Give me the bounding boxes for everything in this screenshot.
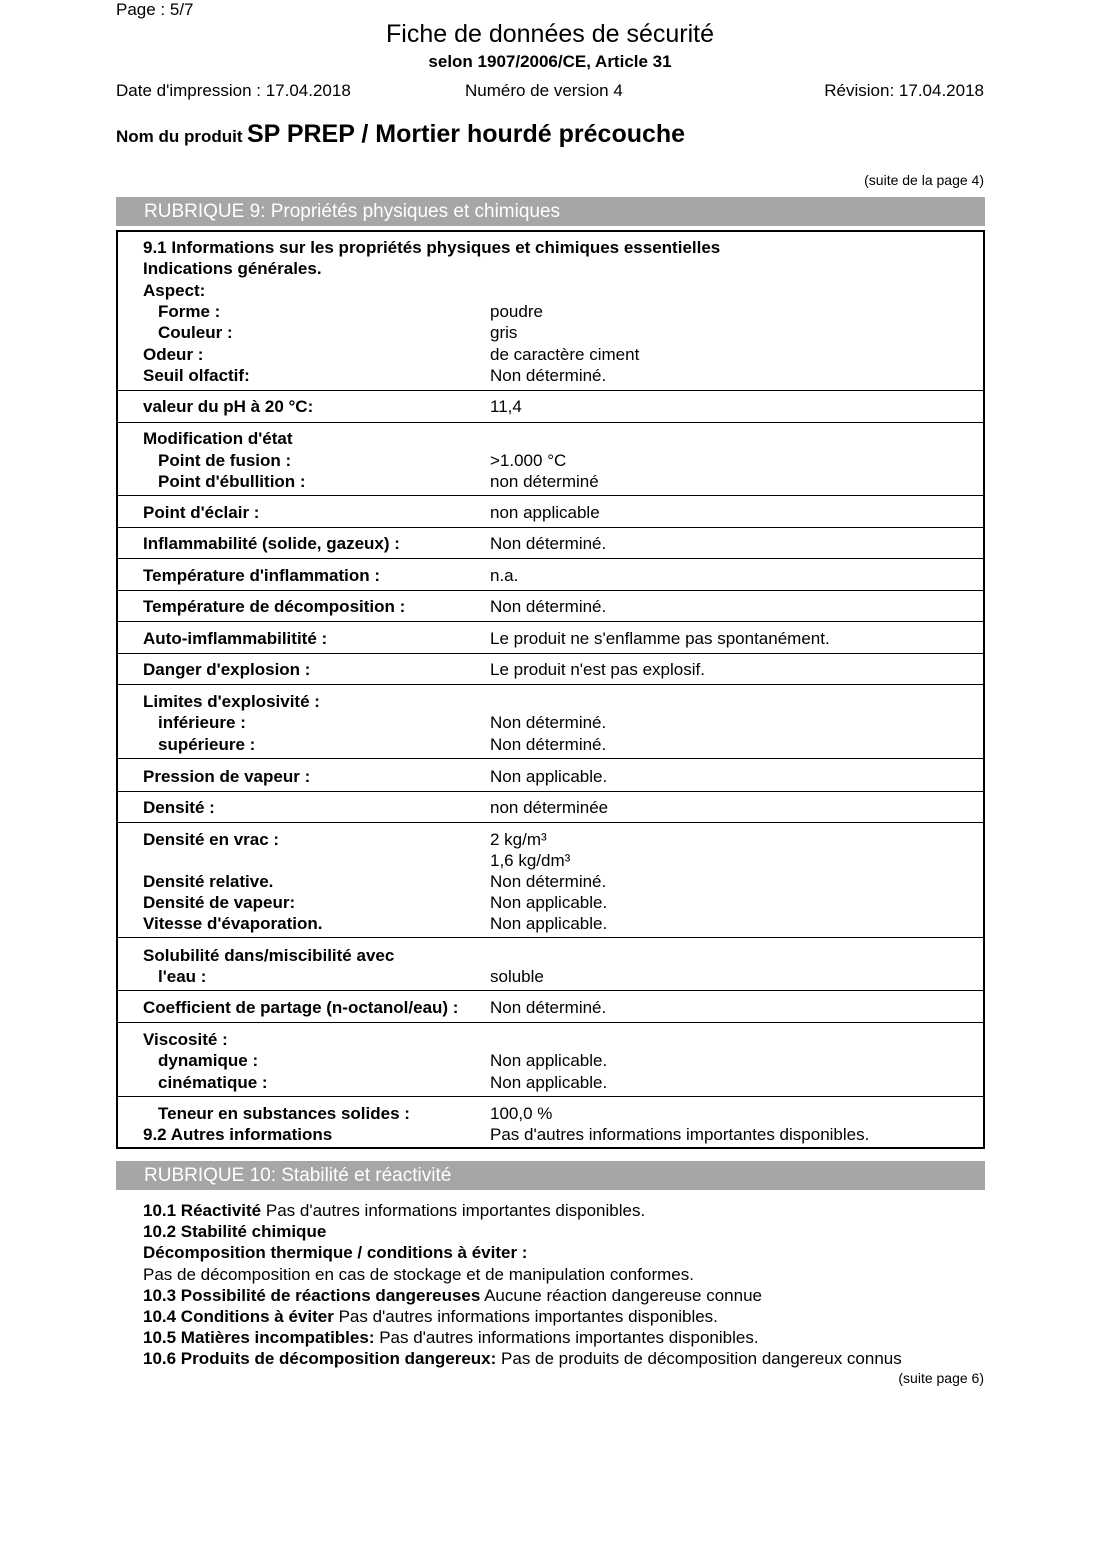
block-flash-point <box>118 497 983 528</box>
prop-value: n.a. <box>490 566 519 585</box>
prop-value: 100,0 % <box>490 1104 553 1123</box>
conditions-avoid-line <box>143 1306 902 1327</box>
prop-label: cinématique : <box>158 1073 268 1092</box>
section-10-header: RUBRIQUE 10: Stabilité et réactivité <box>116 1161 985 1190</box>
reactivity-line <box>143 1200 902 1221</box>
prop-value: soluble <box>490 967 544 986</box>
prop-label: Auto-imflammabilitité : <box>143 629 328 648</box>
general-indications: Indications générales. <box>143 259 322 278</box>
prop-label: inférieure : <box>158 713 246 732</box>
prop-label: Point d'éclair : <box>143 503 260 522</box>
continued-from-note: (suite de la page 4) <box>864 172 984 188</box>
block-ignition-temp <box>118 560 983 591</box>
continued-to-note: (suite page 6) <box>898 1370 984 1386</box>
revision-date: Révision: 17.04.2018 <box>824 81 984 100</box>
prop-label: Couleur : <box>158 323 233 342</box>
block-explosion-limits <box>118 686 983 759</box>
body-text: Pas d'autres informations importantes disponibles. <box>261 1201 646 1220</box>
prop-label: Modification d'état <box>143 429 293 448</box>
block-explosion-danger <box>118 654 983 685</box>
print-date: Date d'impression : 17.04.2018 <box>116 81 351 100</box>
prop-value: Non applicable. <box>490 914 608 933</box>
prop-value: Non déterminé. <box>490 534 607 553</box>
block-flammability <box>118 528 983 559</box>
prop-value: Pas d'autres informations importantes disponibles. <box>490 1125 870 1144</box>
prop-label: Pression de vapeur : <box>143 767 311 786</box>
prop-label: valeur du pH à 20 °C: <box>143 397 314 416</box>
block-self-ignition <box>118 623 983 654</box>
prop-value: 11,4 <box>490 397 522 416</box>
heading-9-2: 9.2 Autres informations <box>143 1125 333 1144</box>
block-viscosity <box>118 1024 983 1097</box>
block-density <box>118 792 983 823</box>
subheading: 10.5 Matières incompatibles: <box>143 1328 375 1348</box>
section-10-body <box>143 1200 902 1370</box>
prop-label: Odeur : <box>143 345 204 364</box>
prop-value: Le produit n'est pas explosif. <box>490 660 705 679</box>
incompatible-materials-line <box>143 1327 902 1348</box>
page-number: Page : 5/7 <box>116 0 194 19</box>
subheading: 10.3 Possibilité de réactions dangereuses <box>143 1285 481 1305</box>
prop-label: Danger d'explosion : <box>143 660 311 679</box>
prop-label: supérieure : <box>158 735 256 754</box>
prop-value: Non applicable. <box>490 1051 608 1070</box>
block-solids-other <box>118 1098 983 1149</box>
prop-value: non déterminée <box>490 798 609 817</box>
prop-label: Point d'ébullition : <box>158 472 306 491</box>
prop-value: Non déterminé. <box>490 713 607 732</box>
prop-label: Teneur en substances solides : <box>158 1104 410 1123</box>
thermal-decomposition-line <box>143 1242 902 1263</box>
prop-label: Température de décomposition : <box>143 597 406 616</box>
subheading: Décomposition thermique / conditions à éviter : <box>143 1243 528 1263</box>
prop-label: Densité de vapeur: <box>143 893 296 912</box>
prop-label: Inflammabilité (solide, gazeux) : <box>143 534 400 553</box>
prop-value: >1.000 °C <box>490 451 567 470</box>
prop-label: dynamique : <box>158 1051 259 1070</box>
decomposition-products-line <box>143 1348 902 1369</box>
body-text: Aucune réaction dangereuse connue <box>480 1285 762 1305</box>
prop-label: Viscosité : <box>143 1030 228 1049</box>
body-text: Pas de produits de décomposition dangereux connus <box>496 1349 902 1369</box>
block-state-change <box>118 425 983 496</box>
prop-label: Limites d'explosivité : <box>143 692 320 711</box>
prop-label: Seuil olfactif: <box>143 366 250 385</box>
aspect-label: Aspect: <box>143 281 206 300</box>
body-text: Pas d'autres informations importantes disponibles. <box>374 1328 759 1348</box>
subheading: 10.6 Produits de décomposition dangereux: <box>143 1349 497 1369</box>
prop-value: poudre <box>490 302 543 321</box>
prop-label: Solubilité dans/miscibilité avec <box>143 946 395 965</box>
prop-value: Non déterminé. <box>490 872 607 891</box>
prop-value: Non déterminé. <box>490 998 607 1017</box>
prop-label: Forme : <box>158 302 221 321</box>
block-vapour-pressure <box>118 760 983 792</box>
prop-value: Non applicable. <box>490 1073 608 1092</box>
subheading: 10.2 Stabilité chimique <box>143 1222 327 1242</box>
decomposition-text <box>143 1264 902 1285</box>
properties-table <box>116 230 985 1149</box>
block-general <box>118 232 983 391</box>
block-decomposition-temp <box>118 591 983 622</box>
heading-9-1: 9.1 Informations sur les propriétés physiques et chimiques essentielles <box>143 238 721 257</box>
prop-value: 1,6 kg/dm³ <box>490 851 571 870</box>
prop-label: Densité en vrac : <box>143 830 280 849</box>
prop-label: Densité relative. <box>143 872 274 891</box>
prop-label: Densité : <box>143 798 215 817</box>
prop-value: non déterminé <box>490 472 599 491</box>
prop-value: Non déterminé. <box>490 597 607 616</box>
product-label: Nom du produit <box>116 127 243 146</box>
prop-value: Non applicable. <box>490 767 608 786</box>
prop-value: 2 kg/m³ <box>490 830 547 849</box>
block-solubility <box>118 939 983 991</box>
product-name: SP PREP / Mortier hourdé précouche <box>246 120 686 148</box>
block-bulk-density <box>118 824 983 938</box>
section-9-header: RUBRIQUE 9: Propriétés physiques et chimiques <box>116 197 985 226</box>
prop-label: Vitesse d'évaporation. <box>143 914 323 933</box>
version-number: Numéro de version 4 <box>465 81 623 100</box>
subheading: 10.4 Conditions à éviter <box>143 1307 334 1327</box>
prop-value: de caractère ciment <box>490 345 640 364</box>
body-text: Pas d'autres informations importantes disponibles. <box>333 1307 718 1327</box>
dangerous-reactions-line <box>143 1285 902 1306</box>
document-subtitle: selon 1907/2006/CE, Article 31 <box>428 52 672 71</box>
prop-value: Le produit ne s'enflamme pas spontanément. <box>490 629 830 648</box>
prop-value: gris <box>490 323 518 342</box>
product-name-line <box>116 120 685 149</box>
body-text: Pas de décomposition en cas de stockage et de manipulation conformes. <box>143 1264 694 1284</box>
prop-value: Non applicable. <box>490 893 608 912</box>
document-title: Fiche de données de sécurité <box>386 20 714 48</box>
prop-label: Coefficient de partage (n-octanol/eau) : <box>143 998 459 1017</box>
prop-value: Non déterminé. <box>490 735 607 754</box>
prop-value: non applicable <box>490 503 600 522</box>
subheading: 10.1 Réactivité <box>143 1201 262 1220</box>
prop-label: Température d'inflammation : <box>143 566 381 585</box>
chemical-stability-line <box>143 1221 902 1242</box>
prop-label: l'eau : <box>158 967 207 986</box>
block-partition-coefficient <box>118 992 983 1023</box>
prop-value: Non déterminé. <box>490 366 607 385</box>
prop-label: Point de fusion : <box>158 451 292 470</box>
block-ph <box>118 393 983 423</box>
